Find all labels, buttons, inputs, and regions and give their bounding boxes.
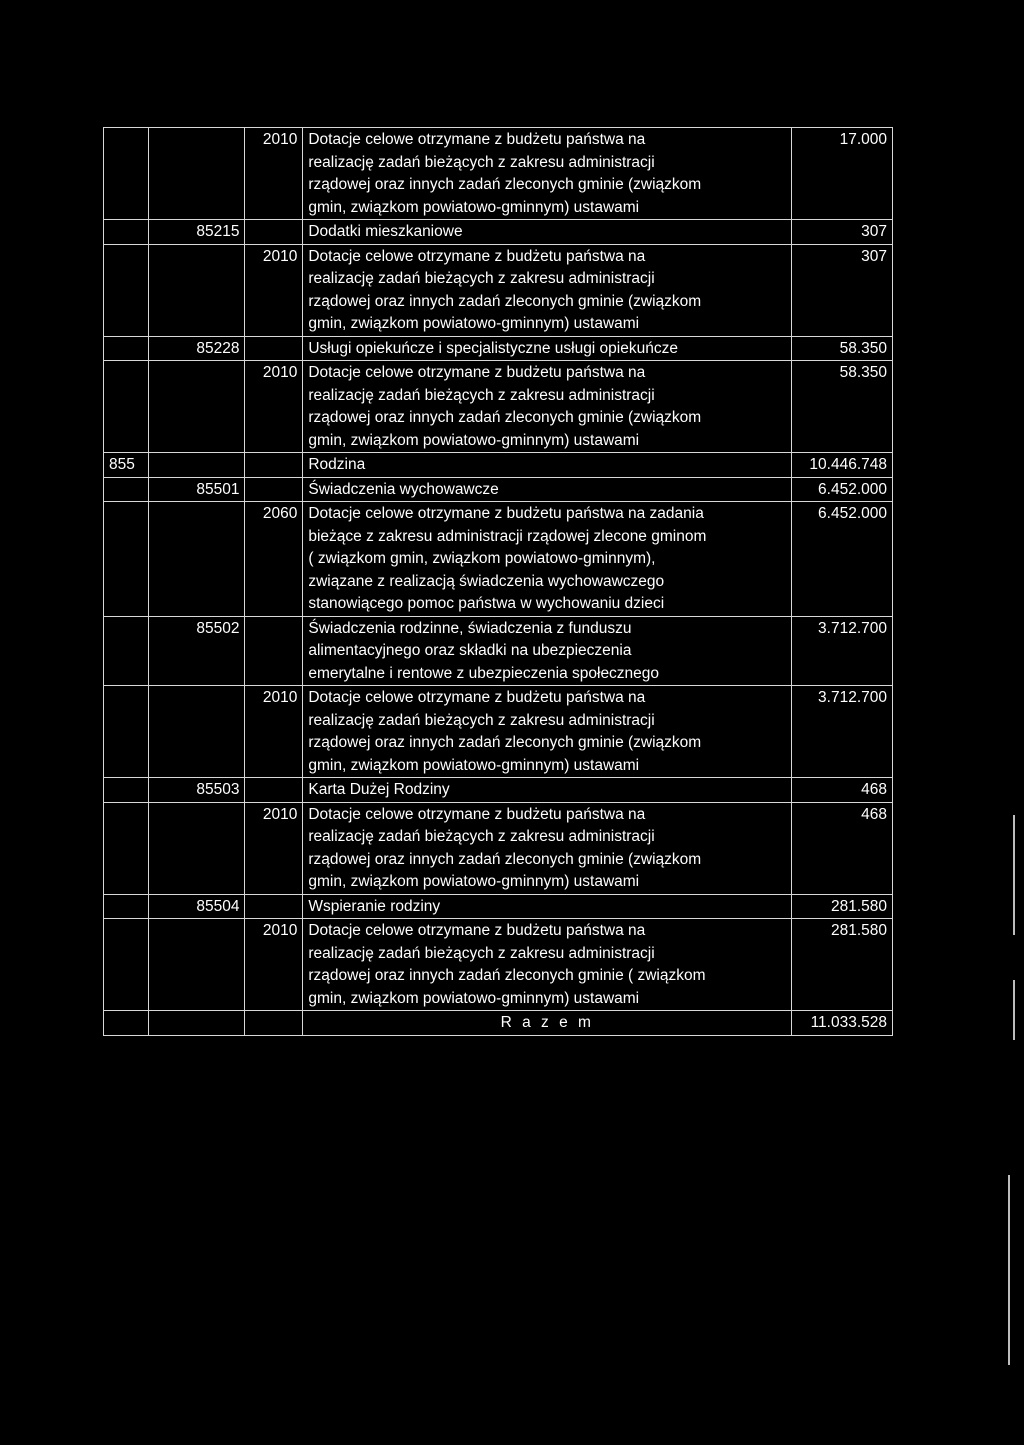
description-cell — [303, 502, 792, 617]
paragraph-cell: 2010 — [245, 128, 303, 220]
description-line: gmin, związkom powiatowo-gminnym) ustawami — [308, 873, 640, 890]
paragraph-cell — [245, 220, 303, 245]
chapter-cell: 85228 — [149, 336, 245, 361]
division-cell — [104, 361, 149, 453]
description-line: Świadczenia rodzinne, świadczenia z funduszu — [308, 619, 632, 637]
paragraph-cell: 2060 — [245, 502, 303, 617]
amount-cell: 307 — [792, 220, 893, 245]
chapter-cell — [149, 686, 245, 778]
paragraph-cell: 2010 — [245, 802, 303, 894]
table-row — [104, 686, 893, 778]
paragraph-cell — [245, 336, 303, 361]
table-row — [104, 244, 893, 336]
amount-cell: 6.452.000 — [792, 477, 893, 502]
amount-cell: 10.446.748 — [792, 453, 893, 478]
description-cell — [303, 802, 792, 894]
description-cell — [303, 778, 792, 803]
description-line: Dotacje celowe otrzymane z budżetu państwa na — [308, 247, 646, 265]
amount-cell: 58.350 — [792, 336, 893, 361]
amount-cell: 468 — [792, 778, 893, 803]
division-cell — [104, 616, 149, 686]
description-cell — [303, 616, 792, 686]
division-cell — [104, 502, 149, 617]
table-row — [104, 477, 893, 502]
description-line: rządowej oraz innych zadań zleconych gminie (związkom — [308, 292, 702, 310]
amount-cell: 3.712.700 — [792, 686, 893, 778]
table-row — [104, 502, 893, 617]
description-line: gmin, związkom powiatowo-gminnym) ustawami — [308, 989, 640, 1007]
amount-cell: 58.350 — [792, 361, 893, 453]
division-cell — [104, 778, 149, 803]
description-line: ( związkom gmin, związkom powiatowo-gminnym), — [308, 550, 656, 567]
scan-edge-mark — [1013, 980, 1015, 1040]
description-cell — [303, 128, 792, 220]
amount-cell: 3.712.700 — [792, 616, 893, 686]
description-line: Dotacje celowe otrzymane z budżetu państwa na — [308, 805, 646, 823]
description-line: gmin, związkom powiatowo-gminnym) ustawami — [308, 431, 640, 449]
description-line: związane z realizacją świadczenia wychowawczego — [308, 572, 665, 590]
paragraph-cell: 2010 — [245, 919, 303, 1011]
total-empty-cell — [149, 1011, 245, 1036]
table-row — [104, 220, 893, 245]
division-cell: 855 — [104, 453, 149, 478]
amount-cell: 468 — [792, 802, 893, 894]
description-line: Dotacje celowe otrzymane z budżetu państwa na — [308, 922, 646, 939]
description-line: emerytalne i rentowe z ubezpieczenia społecznego — [308, 664, 660, 682]
description-line: Dotacje celowe otrzymane z budżetu państwa na — [308, 364, 646, 381]
chapter-cell: 85502 — [149, 616, 245, 686]
amount-cell: 281.580 — [792, 894, 893, 919]
amount-cell: 17.000 — [792, 128, 893, 220]
paragraph-cell — [245, 894, 303, 919]
description-line: rządowej oraz innych zadań zleconych gminie (związkom — [308, 176, 702, 193]
table-row — [104, 128, 893, 220]
division-cell — [104, 336, 149, 361]
budget-table-body — [104, 128, 893, 1011]
description-line: Dotacje celowe otrzymane z budżetu państwa na — [308, 131, 646, 148]
division-cell — [104, 244, 149, 336]
description-line: Świadczenia wychowawcze — [308, 480, 499, 498]
chapter-cell — [149, 453, 245, 478]
description-cell — [303, 453, 792, 478]
description-line: realizację zadań bieżących z zakresu administracji — [308, 944, 655, 962]
table-row — [104, 802, 893, 894]
description-cell — [303, 477, 792, 502]
description-line: gmin, związkom powiatowo-gminnym) ustawami — [308, 198, 640, 216]
description-cell — [303, 336, 792, 361]
chapter-cell: 85215 — [149, 220, 245, 245]
chapter-cell: 85504 — [149, 894, 245, 919]
paragraph-cell: 2010 — [245, 361, 303, 453]
description-line: Rodzina — [308, 456, 366, 473]
description-line: Karta Dużej Rodziny — [308, 781, 450, 798]
description-line: realizację zadań bieżących z zakresu administracji — [308, 828, 655, 845]
description-line: stanowiącego pomoc państwa w wychowaniu dzieci — [308, 595, 665, 612]
description-line: rządowej oraz innych zadań zleconych gminie (związkom — [308, 850, 702, 868]
description-line: alimentacyjnego oraz składki na ubezpieczenia — [308, 642, 632, 659]
table-row — [104, 919, 893, 1011]
description-cell — [303, 361, 792, 453]
description-line: Dodatki mieszkaniowe — [308, 223, 463, 240]
paragraph-cell: 2010 — [245, 686, 303, 778]
table-row — [104, 778, 893, 803]
chapter-cell — [149, 361, 245, 453]
table-row — [104, 336, 893, 361]
description-line: realizację zadań bieżących z zakresu administracji — [308, 270, 655, 287]
division-cell — [104, 477, 149, 502]
table-row — [104, 616, 893, 686]
division-cell — [104, 919, 149, 1011]
description-line: gmin, związkom powiatowo-gminnym) ustawami — [308, 756, 640, 774]
description-line: realizację zadań bieżących z zakresu administracji — [308, 386, 655, 404]
description-line: realizację zadań bieżących z zakresu administracji — [308, 153, 655, 171]
description-line: rządowej oraz innych zadań zleconych gminie (związkom — [308, 409, 702, 426]
description-cell — [303, 919, 792, 1011]
chapter-cell — [149, 502, 245, 617]
total-empty-cell — [245, 1011, 303, 1036]
division-cell — [104, 220, 149, 245]
description-line: gmin, związkom powiatowo-gminnym) ustawami — [308, 315, 640, 332]
description-line: bieżące z zakresu administracji rządowej zlecone gminom — [308, 527, 707, 545]
description-cell — [303, 244, 792, 336]
paragraph-cell — [245, 453, 303, 478]
paragraph-cell — [245, 477, 303, 502]
amount-cell: 307 — [792, 244, 893, 336]
division-cell — [104, 686, 149, 778]
paragraph-cell: 2010 — [245, 244, 303, 336]
division-cell — [104, 894, 149, 919]
paragraph-cell — [245, 616, 303, 686]
chapter-cell: 85501 — [149, 477, 245, 502]
chapter-cell — [149, 802, 245, 894]
division-cell — [104, 128, 149, 220]
description-line: rządowej oraz innych zadań zleconych gminie (związkom — [308, 734, 702, 751]
total-empty-cell — [104, 1011, 149, 1036]
scan-edge-mark — [1013, 815, 1015, 935]
description-line: realizację zadań bieżących z zakresu administracji — [308, 711, 655, 729]
chapter-cell — [149, 919, 245, 1011]
description-cell — [303, 686, 792, 778]
paragraph-cell — [245, 778, 303, 803]
scan-edge-mark — [1008, 1175, 1010, 1365]
table-row — [104, 361, 893, 453]
chapter-cell — [149, 244, 245, 336]
total-amount: 11.033.528 — [792, 1011, 893, 1036]
amount-cell: 6.452.000 — [792, 502, 893, 617]
chapter-cell: 85503 — [149, 778, 245, 803]
chapter-cell — [149, 128, 245, 220]
description-line: Dotacje celowe otrzymane z budżetu państwa na zadania — [308, 505, 704, 522]
description-cell — [303, 894, 792, 919]
division-cell — [104, 802, 149, 894]
description-line: rządowej oraz innych zadań zleconych gminie ( związkom — [308, 967, 706, 984]
description-line: Dotacje celowe otrzymane z budżetu państwa na — [308, 689, 646, 706]
description-line: Wspieranie rodziny — [308, 897, 441, 915]
description-line: Usługi opiekuńcze i specjalistyczne usługi opiekuńcze — [308, 339, 678, 357]
table-row — [104, 453, 893, 478]
total-label: R a z e m — [303, 1011, 792, 1036]
budget-table — [103, 127, 893, 1036]
description-cell — [303, 220, 792, 245]
table-row — [104, 894, 893, 919]
amount-cell: 281.580 — [792, 919, 893, 1011]
total-row — [104, 1011, 893, 1036]
